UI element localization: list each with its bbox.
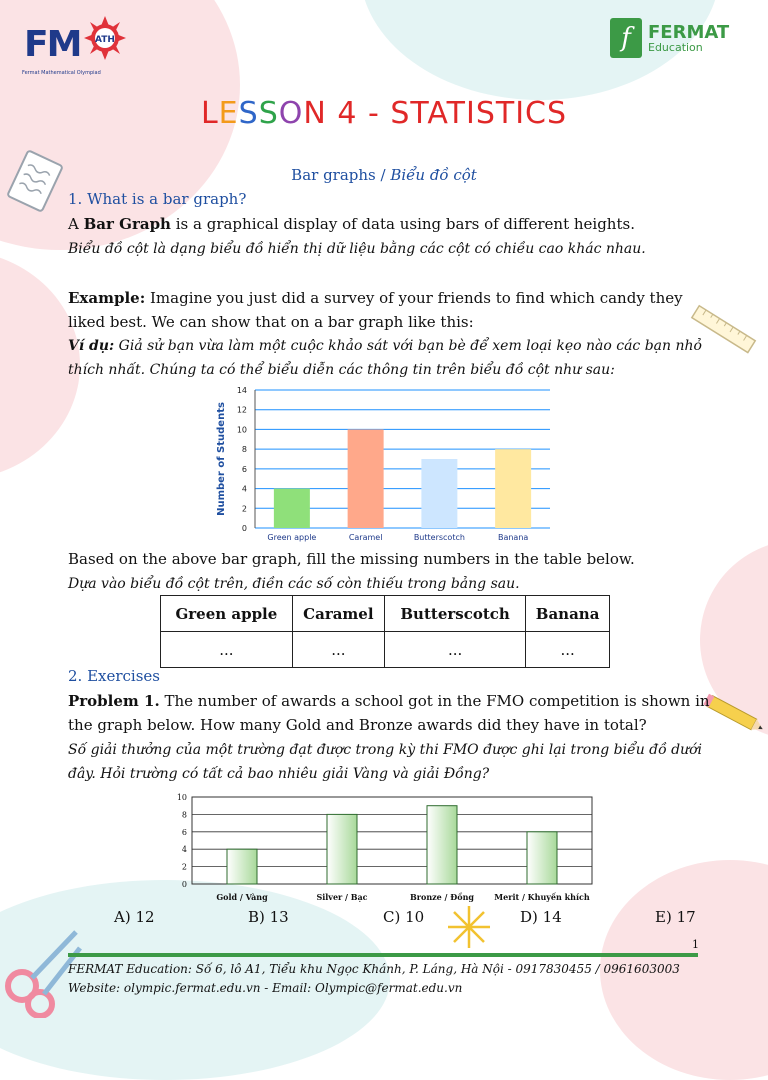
fermat-logo-sub: Education	[648, 41, 703, 54]
example-vi-text: Giả sử bạn vừa làm một cuộc khảo sát với bạn bè để xem loại kẹo nào các bạn nhỏ thích nhất. Chúng ta có thể biểu diễn các thông tin trên biểu đồ cột như sau:	[68, 338, 702, 378]
bar	[327, 814, 357, 884]
x-tick-label: Green apple	[267, 533, 317, 542]
title-letter: N	[303, 96, 327, 131]
footer-address: FERMAT Education: Số 6, lô A1, Tiểu khu Ngọc Khánh, P. Láng, Hà Nội - 0917830455 / 0961603003	[68, 962, 680, 976]
table-header: Banana	[526, 596, 610, 632]
instruction-en: Based on the above bar graph, fill the missing numbers in the table below.	[68, 550, 635, 568]
problem-text: The number of awards a school got in the FMO competition is shown in the graph below. How many Gold and Bronze awards did they have in total?	[68, 692, 710, 734]
sun-badge-icon	[84, 16, 126, 60]
title-letter: T	[495, 96, 516, 131]
problem-en	[68, 689, 718, 737]
section-title-en: Bar graphs /	[291, 166, 391, 184]
y-tick-label: 0	[181, 880, 187, 889]
problem-label: Problem 1.	[68, 692, 160, 710]
y-tick-label: 10	[236, 425, 247, 435]
problem-vi: Số giải thưởng của một trường đạt được trong kỳ thi FMO được ghi lại trong biểu đồ dưới đây. Hỏi trường có tất cả bao nhiêu giải Vàng và giải Đồng?	[68, 742, 703, 782]
y-tick-label: 2	[241, 504, 247, 514]
title-letter: E	[218, 96, 239, 131]
bar	[274, 489, 310, 528]
y-tick-label: 2	[181, 862, 187, 872]
title-letter: I	[515, 96, 526, 131]
y-tick-label: 6	[181, 827, 187, 837]
title-letter: C	[525, 96, 547, 131]
answer-option-e: E) 17	[655, 908, 696, 926]
title-letter: L	[200, 96, 219, 131]
answer-option-b: B) 13	[248, 908, 289, 926]
example-text: Imagine you just did a survey of your friends to find which candy they liked best. We can show that on a bar graph like this:	[68, 289, 683, 331]
definition-vi: Biểu đồ cột là dạng biểu đồ hiển thị dữ liệu bằng các cột có chiều cao khác nhau.	[68, 241, 646, 257]
fermat-logo	[610, 18, 750, 60]
example-label: Example:	[68, 289, 146, 307]
title-letter: 4	[337, 96, 358, 131]
x-tick-label: Merit / Khuyến khích	[494, 892, 590, 902]
table-cell: ...	[526, 632, 610, 668]
y-tick-label: 4	[241, 484, 247, 494]
example-vi-label: Ví dụ:	[68, 338, 115, 354]
title-letter: T	[446, 96, 466, 131]
x-tick-label: Banana	[497, 533, 529, 542]
y-tick-label: 10	[176, 793, 187, 802]
example-vi	[68, 334, 718, 382]
definition-en	[68, 212, 718, 236]
y-tick-label: 12	[236, 405, 247, 415]
sparkle-icon	[444, 902, 494, 952]
title-letter: S	[390, 96, 411, 131]
definition-text: is a graphical display of data using bars of different heights.	[170, 215, 635, 233]
footer-contact: Website: olympic.fermat.edu.vn - Email: Olympic@fermat.edu.vn	[68, 981, 463, 995]
y-tick-label: 8	[241, 445, 247, 455]
table-row	[161, 632, 610, 668]
candy-table	[160, 595, 610, 668]
title-letter: A	[427, 96, 447, 131]
heading-what-is-bar-graph: 1. What is a bar graph?	[68, 190, 247, 208]
title-letter: S	[238, 96, 259, 131]
section-title-vi: Biểu đồ cột	[390, 166, 477, 184]
title-letter: O	[278, 96, 304, 131]
definition-prefix: A	[68, 215, 84, 233]
fmo-logo-text: FM	[24, 24, 81, 65]
y-tick-label: 6	[241, 464, 247, 474]
x-tick-label: Bronze / Đồng	[410, 892, 474, 902]
title-letter: I	[465, 96, 476, 131]
title-letter	[327, 96, 338, 131]
x-tick-label: Silver / Bạc	[316, 892, 368, 902]
y-tick-label: 0	[241, 524, 247, 533]
fmo-logo-subtitle: Fermat Mathematical Olympiad	[22, 70, 101, 76]
answer-option-a: A) 12	[114, 908, 155, 926]
footer-divider	[68, 953, 698, 957]
y-tick-label: 8	[181, 810, 187, 820]
table-header: Green apple	[161, 596, 293, 632]
y-tick-label: 14	[236, 386, 247, 395]
heading-exercises: 2. Exercises	[68, 667, 161, 685]
x-tick-label: Caramel	[348, 533, 383, 542]
table-header: Butterscotch	[384, 596, 525, 632]
example-en	[68, 286, 718, 334]
candy-bar-chart	[210, 382, 560, 544]
bar	[227, 849, 257, 884]
page-title	[0, 96, 768, 131]
title-letter: -	[368, 96, 380, 131]
table-cell: ...	[292, 632, 384, 668]
fmo-logo	[22, 14, 132, 74]
x-tick-label: Butterscotch	[413, 533, 465, 542]
bar	[495, 449, 531, 528]
table-header: Caramel	[292, 596, 384, 632]
table-header-row	[161, 596, 610, 632]
bar	[348, 429, 384, 528]
bar	[427, 806, 457, 884]
title-letter	[357, 96, 368, 131]
answer-option-d: D) 14	[520, 908, 562, 926]
fermat-book-icon: f	[610, 18, 642, 58]
y-tick-label: 4	[181, 845, 187, 855]
definition-term: Bar Graph	[83, 215, 171, 233]
table-cell: ...	[161, 632, 293, 668]
awards-bar-chart	[170, 788, 600, 906]
x-tick-label: Gold / Vàng	[216, 892, 268, 902]
table-cell: ...	[384, 632, 525, 668]
fmo-badge-text: ATH	[95, 35, 115, 45]
section-title	[0, 166, 768, 184]
instruction-vi: Dựa vào biểu đồ cột trên, điền các số còn thiếu trong bảng sau.	[68, 576, 520, 592]
title-letter: T	[410, 96, 428, 131]
bar	[421, 459, 457, 528]
page-number: 1	[692, 938, 699, 951]
fermat-logo-name: FERMAT	[648, 22, 730, 43]
bar	[527, 832, 557, 884]
title-letter: S	[547, 96, 568, 131]
y-axis-label: Number of Students	[216, 402, 227, 516]
title-letter: S	[475, 96, 496, 131]
title-letter: S	[258, 96, 279, 131]
title-letter	[380, 96, 391, 131]
answer-option-c: C) 10	[383, 908, 425, 926]
